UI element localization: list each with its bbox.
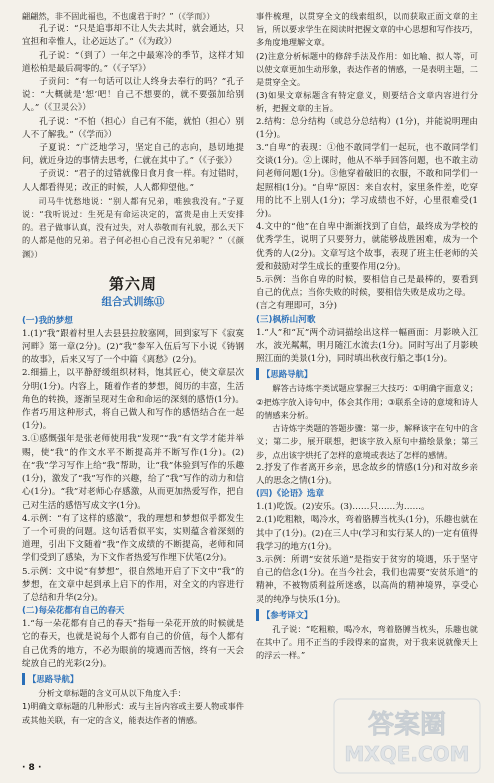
- right-column: [256, 10, 478, 663]
- text-line: 孔子说：“不怕（担心）自己有不能，就怕（担心）别人不了解我。”（《学而》）: [22, 116, 244, 140]
- answer-line: 2.(1)吃粗粮，喝冷水，弯着胳膊当枕头(1分)，乐趣也就在其中了(1分)。(2)在三人中(学习和实行某人的)一定有值得我学习的地方(1分)。: [256, 515, 478, 552]
- answer-line: 2.抒发了作者离开乡亲，思念故乡的情感(1分)和对故乡亲人的思念之情(1分)。: [256, 462, 478, 486]
- answer-line: 1.“每一朵花都有自己的春天”指每一朵花开放的时候就是它的春天，也就是说每个人都有自己的价值，每个人都有自己优秀的地方，不必为眼前的境遇而苦恼，终有一天会绽放自己的光彩(2分)。: [22, 619, 244, 669]
- week-title: 第六周: [108, 274, 157, 293]
- left-top-block: [22, 10, 244, 261]
- text-line: 子贡问：“有一句话可以让人终身去奉行的吗？”孔子说：“大概就是‘恕’吧！自己不想要的，就不要强加给别人。”（《卫灵公》）: [22, 77, 244, 114]
- page-number: · 8 ·: [22, 763, 42, 773]
- watermark-top: 答案圈: [367, 710, 447, 740]
- guide-text: 分析文章标题的含义可从以下角度入手：: [38, 688, 186, 699]
- guide-item: 1)明确文章标题的几种形式：或与主旨内容或主要人物或事件或其他关联，有一定的含义，能表达作者的情感。: [22, 701, 244, 725]
- text-line: (2)注意分析标题中的修辞手法及作用：如比喻、拟人等，可以使文章更加生动形象，表达作者的情感，一是表明主题，二是贯穿全文。: [256, 50, 478, 88]
- guide-label: 【思路导航】: [256, 368, 312, 380]
- quote-line: 司马牛忧愁地说：“别人都有兄弟，唯独我没有。”子夏说：“我听说过：生死是有命运决定的，富贵是由上天安排的。君子做事认真，没有过失，对人恭敬而有礼貌，那么天下的人都是他的兄弟。君子何必担心自己没有兄弟呢？”（《颜渊》）: [22, 195, 244, 259]
- guide-text: 解答古诗炼字类试题应掌握三大技巧：①明确字面意义；②把炼字放入诗句中，体会其作用；③联系全诗的意境和诗人的情感来分析。: [256, 383, 478, 420]
- answer-line: 4.文中的“他”在自卑中渐渐找到了自信，最终成为学校的优秀学生，说明了只要努力，就能够战胜困难，成为一个优秀的人(2分)。文章写这个故事，表现了班主任老师的关爱和鼓励对学生成长的重要作用(2分)。: [256, 222, 478, 272]
- answer-line: 1.(1)吃饭。(2)安乐。(3)……只……为……。: [256, 502, 430, 513]
- answer-line: 4.示例：“有了这样的感激”，我的理想和梦想似乎都发生了一个可贵的问题。这句话看似平实，实则蕴含着深刻的道理，引出下文随着“我”作文成绩的不断提高，老师和同学们受到了感染，为下文作者热爱写作埋下伏笔(2分)。: [22, 513, 244, 564]
- text-line: 翩翩然，非不固此福也，不也虞君于时？”（《学而》）: [22, 11, 215, 21]
- guide-label: 【思路导航】: [22, 673, 78, 685]
- section-heading: (四)《论语》选章: [256, 489, 325, 500]
- answer-line: 2.细描上，以平静舒缓组织材料，饱其匠心，使文章层次分明(1分)。内容上，随着作者的梦想，阅历的丰富，生活角色的转换，逐渐呈现对生命和命运的深刻的感悟(1分)。作者巧用这种形式，将自己做人和写作的感悟结合在一起(1分)。: [22, 368, 244, 432]
- section-heading: (三)枫桥山河歌: [256, 314, 316, 325]
- set-title: 组合式训练⑪: [101, 295, 165, 308]
- section-heading: (一)我的梦想: [22, 315, 73, 326]
- answer-line: 3.示例：所谓“安贫乐道”是指安于贫穷的境遇，乐于坚守自己的信念(1分)。在当今社会，我们也需要“安贫乐道”的精神，不被物质利益所迷惑，以高尚的精神境界，享受心灵的纯净与快乐(1分)。: [256, 554, 478, 605]
- answer-line: 3.“自卑”的表现：①他不敢同学们一起玩，也不敢同学们交谈(1分)。②上课时，他从不举手回答问题，也不敢主动问老师问题(1分)。③他穿着破旧的衣服，不敢和同学们一起照相(1分)。“自卑”原因：来自农村，家里条件差，吃穿用的比不上别人(1分)；学习成绩也不好，心里很难受(1分)。: [256, 143, 478, 220]
- watermark-bottom: MXQE.COM: [344, 742, 470, 766]
- guide-text: 古诗炼字类题的答题步骤：第一步，解释该字在句中的含义；第二步，展开联想，把该字放入原句中描绘景象；第三步，点出该字烘托了怎样的意境或表达了怎样的感情。: [256, 423, 478, 460]
- text-line: 子夏说：“广泛地学习，坚定自己的志向，恳切地提问，就近身边的事情去思考，仁就在其中了。”（《子张》）: [22, 143, 244, 167]
- text-line: (3)如果文章标题含有特定意义，则要结合文章内容进行分析，把握文章的主旨。: [256, 90, 478, 114]
- reference-text: 孔子说：“吃粗粮，喝冷水，弯着胳膊当枕头，乐趣也就在其中了。用不正当的手段得来的富贵，对于我来说就像天上的浮云一样。”: [256, 623, 478, 661]
- text-line: 孔子说：“（到了）一年之中最寒冷的季节，这样才知道松柏是最后凋零的。”（《子罕》）: [22, 50, 244, 74]
- answer-line: 2.结构：总分结构（或总分总结构）(1分)，并能说明理由(1分)。: [256, 116, 478, 140]
- answer-line: 1.“人”和“瓦”两个动词描绘出这样一幅画面：月影映入江水，波光粼粼，明月随江水流去(1分)。同时写出了月影映照江面的美景(1分)，同时填出秋夜行船之事(1分)。: [256, 327, 478, 365]
- text-line: 事件梳理，以贯穿全文的线索组织，以而获取正面文章的主旨，所以要求学生在阅读时把握文章的中心思想和写作技巧，多角度地理解文章。: [256, 11, 478, 48]
- answer-line: 5.示例：文中说“有梦想”，很自然地开启了下文中“我”的梦想，在文章中起到承上启下的作用，对全文的内容进行了总结和升华(2分)。: [22, 566, 244, 603]
- section-heading: (二)每朵花都有自己的春天: [22, 606, 125, 617]
- watermark-logo: [332, 697, 482, 775]
- left-column: [22, 10, 244, 727]
- answer-line: 5.示例：当你自卑的时候，要相信自己是最棒的，要看到自己的优点；当你失败的时候，要相信失败是成功之母。: [256, 275, 478, 299]
- answer-line: 1.(1)“我”跟着村里人去县县拉胶塞网，回到家写下《寂寞河畔》第一章(2分)。(2)“我”参军入伍后写下小说《铸钢的故事》，后来又写了一个中篇《离愁》(2分)。: [22, 328, 244, 366]
- answer-line: 3.①感慨强年是张老师使用我“发现”“我”有文学才能并举赐，使“我”的作文水平不断提高并不断写作(1分)。(2)在“我”学习写作上给“我”帮助，让“我”体验到写作的乐趣(1分)，激发了“我”写作的兴趣，给了“我”写作的动力和信心(1分)。“我”对老师心存感激，从而更加热爱写作，把自己对生活的感悟写成文字(1分)。: [22, 434, 244, 511]
- text-line: 孔子说：“只是追事却不让人失去其时，就会通达，只宜担和幸惟人，让必远达了。”（《为政》）: [22, 24, 244, 48]
- answer-line: (言之有理即可，3分): [256, 301, 337, 312]
- text-line: 子贡说：“君子的过错就像日食月食一样。有过错时，人人都看得见；改正的时候，人人都仰望他。”: [22, 169, 244, 193]
- reference-label: 【参考译文】: [256, 609, 312, 621]
